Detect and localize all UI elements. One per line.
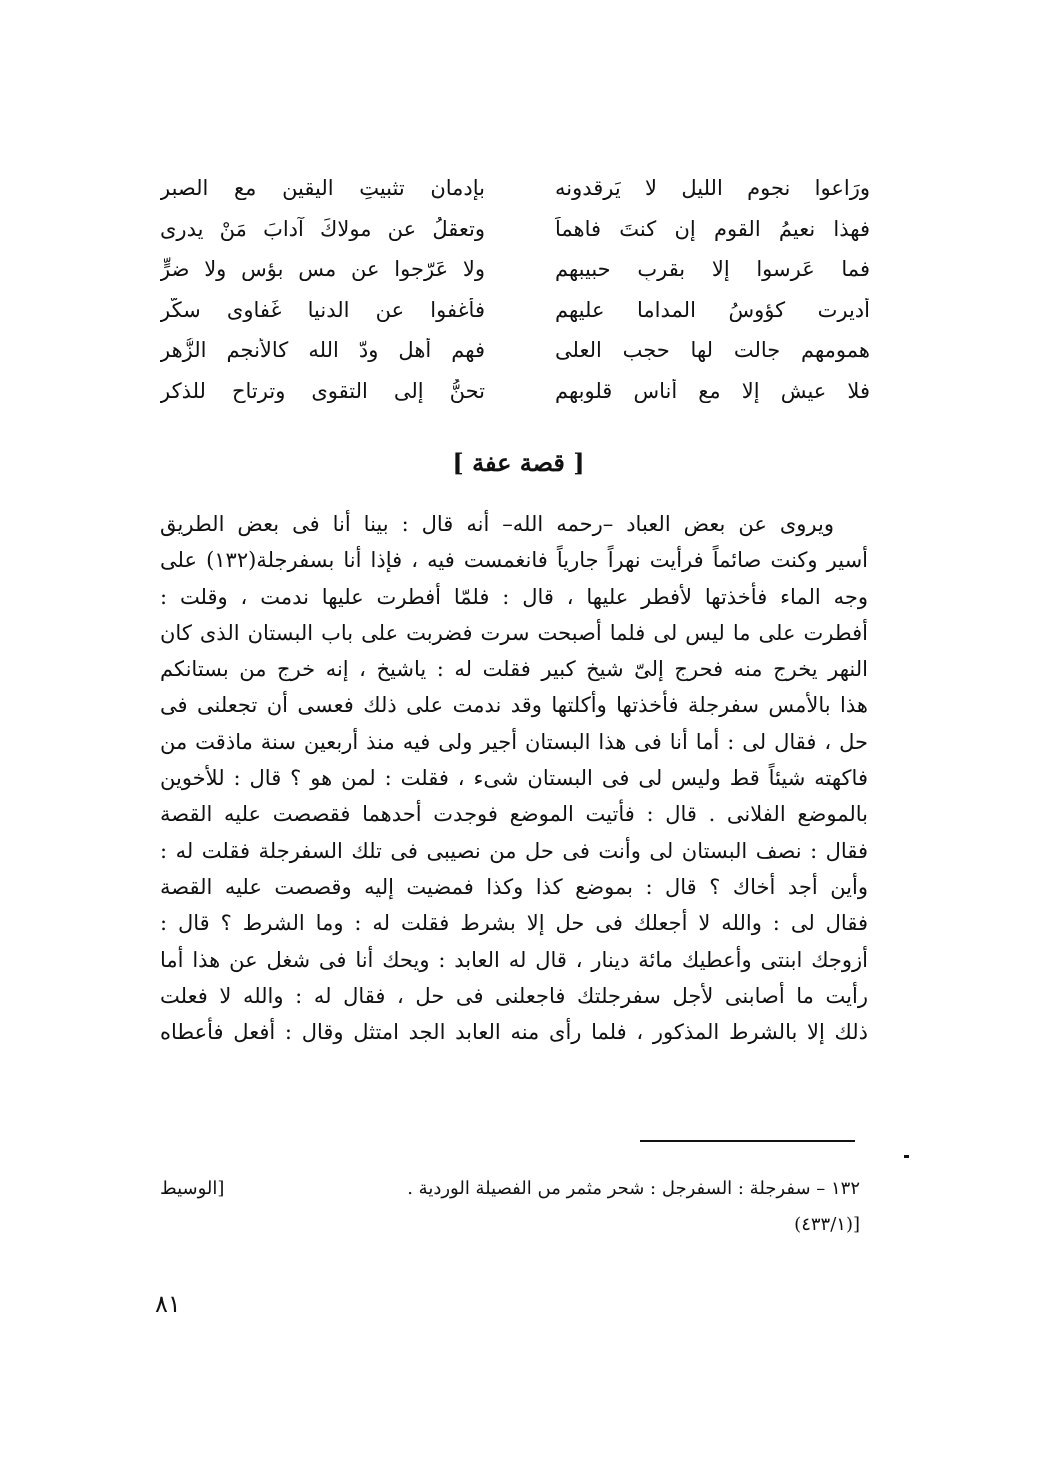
poem-verse xyxy=(160,371,870,412)
verse-first-hemistich: فلا عيش إلا مع أناسٍ قلوبهم xyxy=(555,378,870,403)
body-line: فقال لى : والله لا أجعلك فى حل إلا بشرط فقلت له : وما الشرط ؟ قال : xyxy=(160,911,868,936)
body-line: النهر يخرج منه فحرج إلىّ شيخ كبير فقلت له : ياشيخ ، إنه خرج من بستانكم xyxy=(160,657,868,682)
poem-verse xyxy=(160,209,870,250)
verse-first-hemistich: فهذا نعيمُ القومِ إن كنتَ فاهماً xyxy=(555,216,870,241)
footnote-first-line xyxy=(160,1170,860,1208)
verse-first-hemistich: أُديرت كؤوسُ المداما عليهم xyxy=(555,297,870,322)
body-line: أفطرت على ما ليس لى فلما أصبحت سرت فضربت على باب البستان الذى كان xyxy=(160,620,868,645)
verse-first-hemistich: ورَاعوا نجوم الليل لا يَرقدونه xyxy=(555,176,870,201)
body-line: أسير وكنت صائماً فرأيت نهراً جارياً فانغمست فيه ، فإذا أنا بسفرجلة(١٣٢) على xyxy=(160,548,868,573)
verse-second-hemistich: بإدمانِ تثبيتِ اليقينِ مع الصبرِ xyxy=(160,176,485,201)
section-title: [ قصة عفة ] xyxy=(452,448,585,477)
body-line: وجه الماء فأخذتها لأفطر عليها ، قال : فلمّا أفطرت عليها ندمت ، وقلت : xyxy=(160,584,868,609)
footnote-separator xyxy=(640,1140,855,1142)
verse-second-hemistich: تحنُّ إلى التقوى وترتاح للذكرِ xyxy=(160,378,485,403)
poem-verse xyxy=(160,168,870,209)
body-line: فقال : نصف البستان لى وأنت فى حل من نصيبى فى تلك السفرجلة فقلت له : xyxy=(160,838,868,863)
story-body xyxy=(160,506,868,1050)
verse-second-hemistich: فهم أهل ودّ الله كالأنجمِ الزُّهرِ xyxy=(160,338,485,363)
poem-verse xyxy=(160,330,870,371)
verse-second-hemistich: ولا عَرّجوا عن مس بؤس ولا ضرٍّ xyxy=(160,257,485,282)
footnote-text: ١٣٢ – سفرجلة : السفرجل : شحر مثمر مں الفصيلة الوردية . xyxy=(407,1178,860,1199)
body-line: فاكهته شيئاً قط وليس لى فى البستان شىء ، فقلت : لمن هو ؟ قال : للأخوين xyxy=(160,766,868,791)
poem xyxy=(160,168,870,411)
verse-first-hemistich: فما عَرسوا إلا بقربِ حبيبهم xyxy=(555,257,870,282)
body-line: حل ، فقال لى : أما أنا فى هذا البستان أجير ولى فيه منذ أربعين سنة ماذقت من xyxy=(160,729,868,754)
page-number: ٨١ xyxy=(155,1290,181,1318)
poem-verse xyxy=(160,290,870,331)
body-line: أزوجك ابنتى وأعطيك مائة دينار ، قال له العابد : ويحك أنا فى شغل عن هذا أما xyxy=(160,947,868,972)
verse-second-hemistich: فأغفوا عن الدنيا غَفاوى سكَّرِ xyxy=(160,297,485,322)
body-line: بالموضع الفلانى . قال : فأتيت الموضع فوجدت أحدهما فقصصت عليه القصة xyxy=(160,802,868,827)
body-line: ذلك إلا بالشرط المذكور ، فلما رأى منه العابد الجد امتثل وقال : أفعل فأعطاه xyxy=(160,1020,868,1045)
footnote xyxy=(160,1170,860,1242)
body-line: ويروى عن بعض العباد –رحمه الله– أنه قال : بينا أنا فى بعض الطريق xyxy=(160,512,834,536)
margin-mark xyxy=(904,1155,909,1158)
footnote-source-start: [الوسيط xyxy=(160,1178,225,1199)
body-line: رأيت ما أصابنى لأجل سفرجلتك فاجعلنى فى حل ، فقال له : والله لا فعلت xyxy=(160,983,868,1008)
poem-verse xyxy=(160,249,870,290)
body-line: وأين أجد أخاك ؟ قال : بموضع كذا وكذا فمضيت إليه وقصصت عليه القصة xyxy=(160,874,868,899)
verse-first-hemistich: همومهم جالت لها حجب العلى xyxy=(555,338,870,363)
footnote-source-end: [(٤٣٣/١) xyxy=(794,1214,860,1235)
verse-second-hemistich: وتعقلُ عن مولاكَ آدابَ مَنْ يدرى xyxy=(160,216,485,241)
body-line: هذا بالأمس سفرجلة فأخذتها وأكلتها وقد ندمت على ذلك فعسى أن تجعلنى فى xyxy=(160,693,868,718)
